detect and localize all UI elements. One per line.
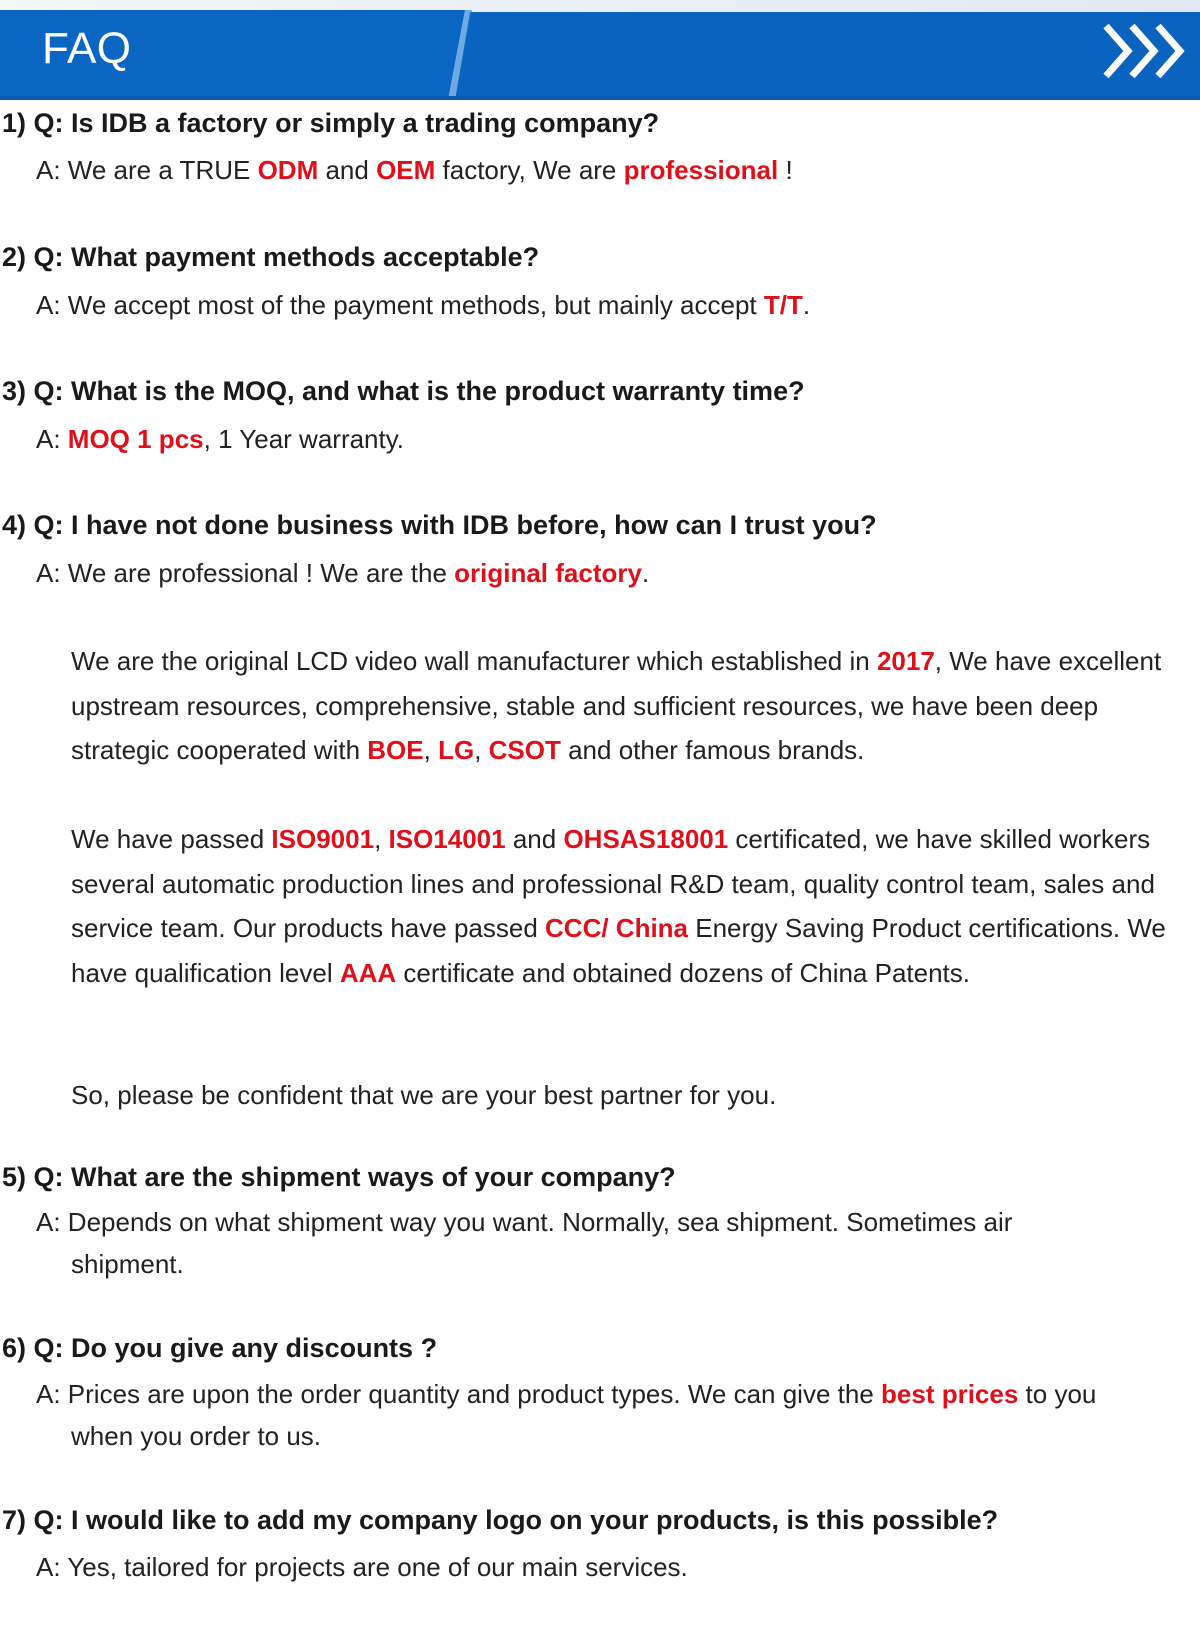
triple-chevron-right-icon bbox=[1102, 20, 1192, 82]
faq-answer-6: A: Prices are upon the order quantity and product types. We can give the best prices to you when you order to us. bbox=[36, 1379, 1097, 1451]
faq-answer-5: A: Depends on what shipment way you want. Normally, sea shipment. Sometimes air shipment. bbox=[36, 1207, 1013, 1279]
faq-question-5: 5) Q: What are the shipment ways of your company? bbox=[2, 1162, 676, 1192]
faq-answer-4-paragraph-3: So, please be confident that we are your best partner for you. bbox=[71, 1080, 777, 1110]
faq-banner bbox=[0, 0, 1200, 100]
banner-background bbox=[0, 0, 1200, 100]
faq-answer-1: A: We are a TRUE ODM and OEM factory, We are professional ! bbox=[36, 155, 793, 185]
faq-answer-3: A: MOQ 1 pcs, 1 Year warranty. bbox=[36, 424, 405, 454]
faq-answer-4-paragraph-2: We have passed ISO9001, ISO14001 and OHSAS18001 certificated, we have skilled workers several automatic production lines and professional R&D team, quality control team, sales and service team. Our products have passed CCC/ China Energy Saving Product certifications. We have qualification level AAA certificate and obtained dozens of China Patents. bbox=[71, 824, 1166, 988]
faq-question-3: 3) Q: What is the MOQ, and what is the product warranty time? bbox=[2, 376, 805, 406]
faq-question-2: 2) Q: What payment methods acceptable? bbox=[2, 242, 540, 272]
faq-answer-7: A: Yes, tailored for projects are one of our main services. bbox=[36, 1552, 688, 1582]
faq-question-4: 4) Q: I have not done business with IDB before, how can I trust you? bbox=[2, 510, 877, 540]
faq-question-7: 7) Q: I would like to add my company logo on your products, is this possible? bbox=[2, 1505, 999, 1535]
faq-answer-2: A: We accept most of the payment methods, but mainly accept T/T. bbox=[36, 290, 811, 320]
faq-question-1: 1) Q: Is IDB a factory or simply a trading company? bbox=[2, 108, 660, 138]
faq-answer-4-paragraph-1: We are the original LCD video wall manufacturer which established in 2017, We have excellent upstream resources, comprehensive, stable and sufficient resources, we have been deep strategic cooperated with BOE, LG, CSOT and other famous brands. bbox=[71, 646, 1162, 765]
faq-question-6: 6) Q: Do you give any discounts ? bbox=[2, 1333, 438, 1363]
faq-answer-4: A: We are professional ! We are the original factory. bbox=[36, 558, 650, 588]
page-title: FAQ bbox=[42, 24, 132, 73]
